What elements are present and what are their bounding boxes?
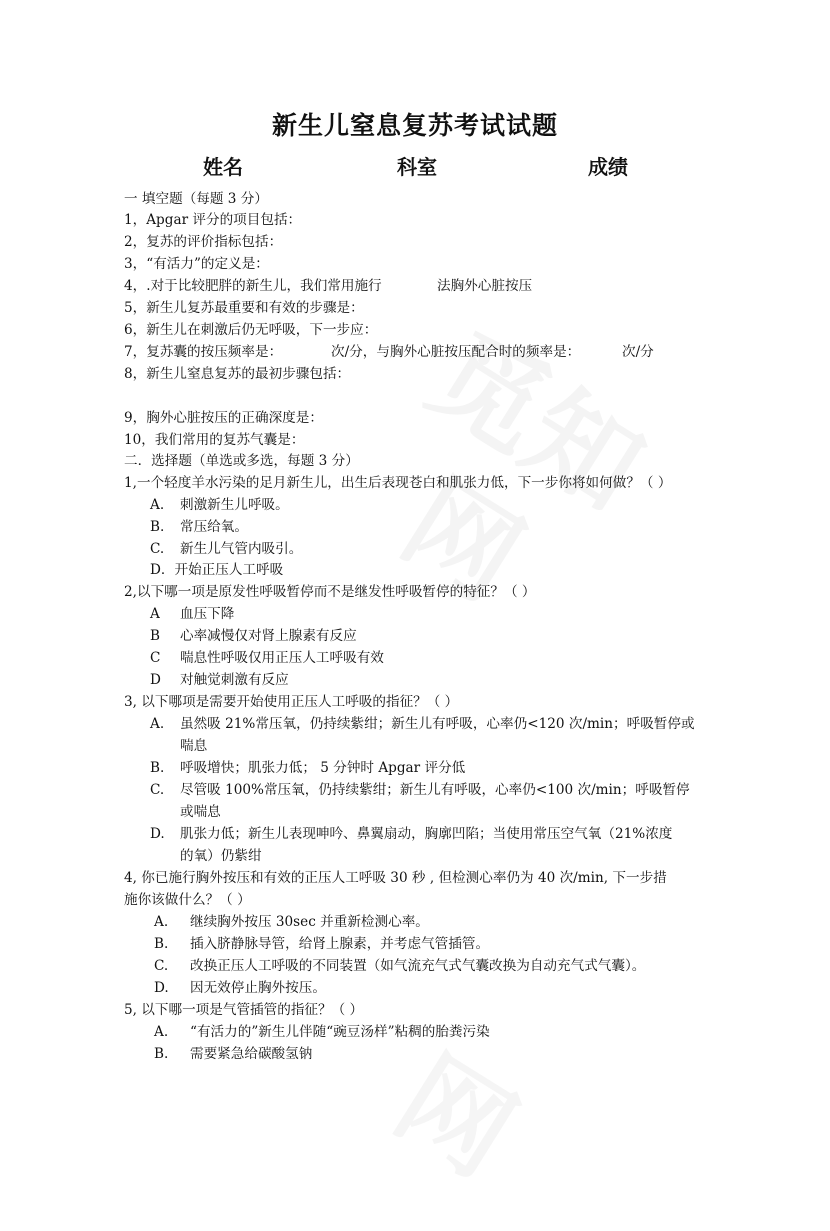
choice-q4-a-letter: A. [154, 914, 169, 930]
dept-label: 科室 [397, 155, 437, 179]
choice-q4-b: 插入脐静脉导管，给肾上腺素，并考虑气管插管。 [190, 936, 490, 952]
choice-q4-stem-line1: 4, 你已施行胸外按压和有效的正压人工呼吸 30 秒 , 但检测心率仍为 40 次/min, 下一步措 [124, 870, 667, 886]
fill-q3: 3，“有活力”的定义是： [124, 256, 269, 272]
choice-q3-d-line2: 的氧）仍紫绀 [180, 848, 262, 864]
choice-q2-a: 血压下降 [180, 606, 235, 622]
choice-q2-b: 心率减慢仅对肾上腺素有反应 [180, 628, 357, 644]
fill-q7-part1: 7，复苏囊的按压频率是： [124, 344, 283, 360]
choice-q4-c-letter: C. [154, 958, 169, 974]
choice-q1-b-letter: B. [150, 519, 165, 535]
choice-q3-b: 呼吸增快；肌张力低； 5 分钟时 Apgar 评分低 [180, 760, 466, 776]
choice-q3-c-line1: 尽管吸 100%常压氧，仍持续紫绀；新生儿有呼吸，心率仍<100 次/min；呼吸暂停 [180, 782, 690, 798]
choice-q5-b-letter: B. [154, 1046, 169, 1062]
choice-q3-d-line1: 肌张力低；新生儿表现呻吟、鼻翼扇动，胸廓凹陷；当使用常压空气氧（21%浓度 [180, 826, 673, 842]
fill-q1: 1，Apgar 评分的项目包括： [124, 212, 302, 228]
choice-q1-a-letter: A. [150, 497, 165, 513]
choice-q2-a-letter: A [150, 606, 160, 622]
choice-q2-c-letter: C [150, 650, 161, 666]
choice-q3-a-line2: 喘息 [180, 738, 208, 754]
choice-q5-b: 需要紧急给碳酸氢钠 [190, 1046, 313, 1062]
choice-q2-b-letter: B [150, 628, 160, 644]
choice-q5-a: “有活力的”新生儿伴随“豌豆汤样”粘稠的胎粪污染 [190, 1024, 490, 1040]
choice-q2-stem: 2,以下哪一项是原发性呼吸暂停而不是继发性呼吸暂停的特征？（ ） [124, 584, 536, 600]
name-label: 姓名 [203, 155, 243, 179]
fill-q8: 8，新生儿窒息复苏的最初步骤包括： [124, 366, 351, 382]
fill-q7-part3: 次/分 [622, 344, 654, 360]
choice-q3-a-letter: A. [150, 716, 165, 732]
choice-q5-a-letter: A. [154, 1024, 169, 1040]
choice-q2-d: 对触觉刺激有反应 [180, 672, 289, 688]
choice-q1-c-letter: C. [150, 541, 165, 557]
choice-q1-a: 刺激新生儿呼吸。 [180, 497, 289, 513]
choice-q2-c: 喘息性呼吸仅用正压人工呼吸有效 [180, 650, 384, 666]
choice-q4-a: 继续胸外按压 30sec 并重新检测心率。 [190, 914, 429, 930]
choice-q4-c: 改换正压人工呼吸的不同装置（如气流充气式气囊改换为自动充气式气囊）。 [190, 958, 646, 974]
section2-heading: 二．选择题（单选或多选，每题 3 分） [124, 453, 359, 469]
fill-q4-part1: 4，.对于比较肥胖的新生儿，我们常用施行 [124, 278, 382, 294]
choice-q3-c-line2: 或喘息 [180, 804, 221, 820]
choice-q1-c: 新生儿气管内吸引。 [180, 541, 303, 557]
section1-heading: 一 填空题（每题 3 分） [124, 191, 268, 207]
choice-q3-d-letter: D. [150, 826, 165, 842]
choice-q3-b-letter: B. [150, 760, 165, 776]
fill-q7-part2: 次/分，与胸外心脏按压配合时的频率是： [331, 344, 581, 360]
choice-q4-stem-line2: 施你该做什么？（ ） [124, 892, 251, 908]
fill-q5: 5，新生儿复苏最重要和有效的步骤是： [124, 300, 364, 316]
choice-q4-d: 因无效停止胸外按压。 [190, 980, 326, 996]
choice-q4-b-letter: B. [154, 936, 169, 952]
choice-q4-d-letter: D. [154, 980, 169, 996]
choice-q3-c-letter: C. [150, 782, 165, 798]
fill-q9: 9，胸外心脏按压的正确深度是： [124, 410, 323, 426]
score-label: 成绩 [588, 155, 628, 179]
choice-q1-stem: 1,一个轻度羊水污染的足月新生儿，出生后表现苍白和肌张力低，下一步你将如何做？（ ） [124, 475, 672, 491]
choice-q1-d: D．开始正压人工呼吸 [150, 562, 284, 578]
choice-q1-b: 常压给氧。 [180, 519, 248, 535]
fill-q4-part2: 法胸外心脏按压 [437, 278, 533, 294]
fill-q6: 6，新生儿在刺激后仍无呼吸，下一步应： [124, 322, 378, 338]
choice-q3-a-line1: 虽然吸 21%常压氧，仍持续紫绀；新生儿有呼吸，心率仍<120 次/min；呼吸暂停或 [180, 716, 695, 732]
page-title: 新生儿窒息复苏考试试题 [271, 111, 558, 140]
fill-q10: 10，我们常用的复苏气囊是： [124, 432, 305, 448]
choice-q5-stem: 5, 以下哪一项是气管插管的指征？（ ） [124, 1002, 364, 1018]
choice-q2-d-letter: D [150, 672, 161, 688]
fill-q2: 2，复苏的评价指标包括： [124, 234, 283, 250]
choice-q3-stem: 3, 以下哪项是需要开始使用正压人工呼吸的指征？（ ） [124, 694, 459, 710]
